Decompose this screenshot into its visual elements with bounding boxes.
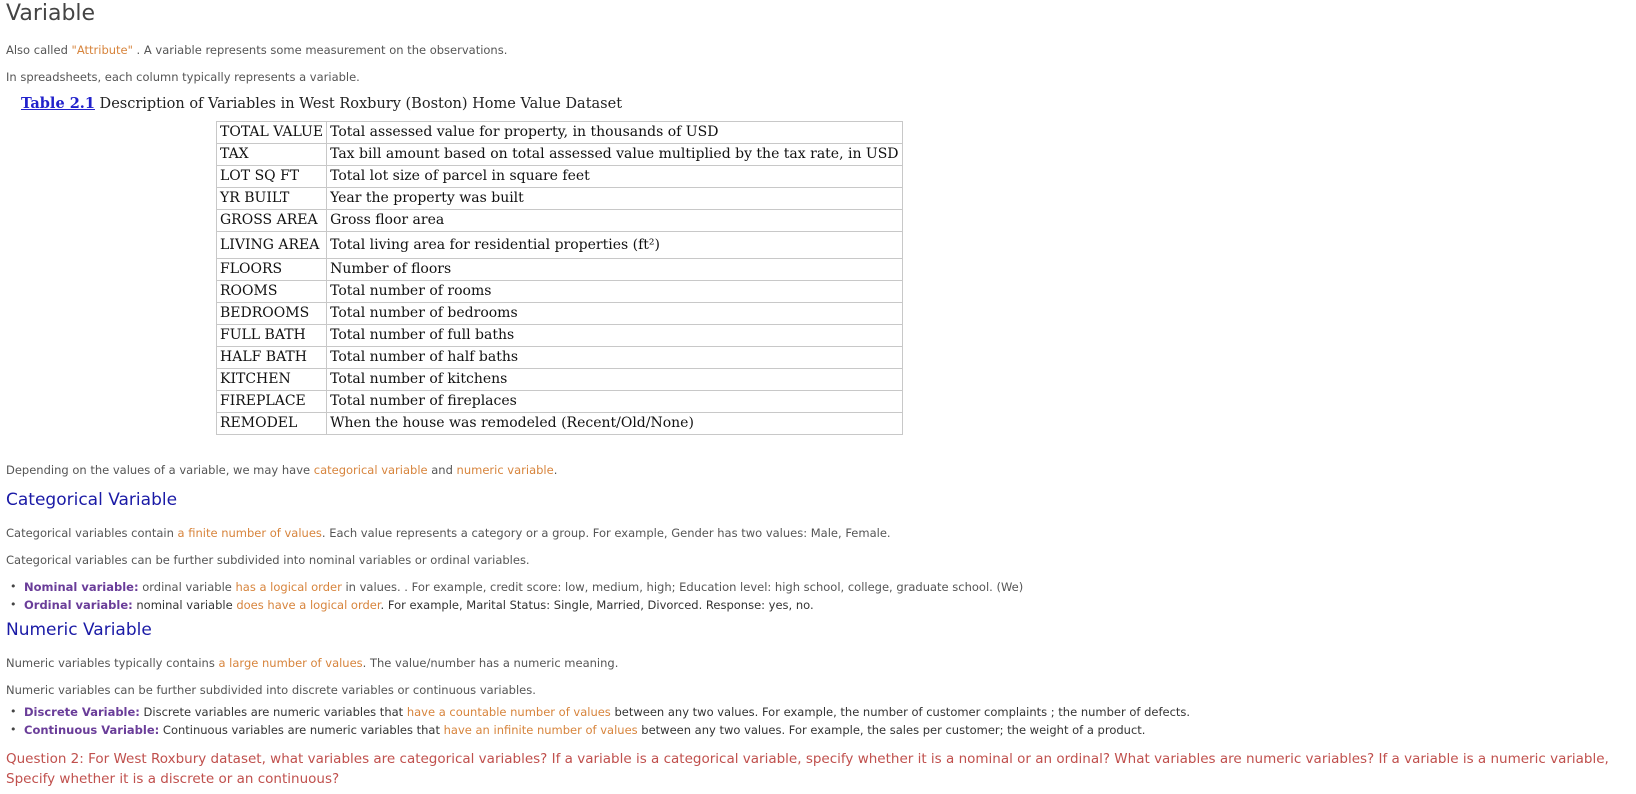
table-row (217, 232, 903, 259)
bullet-text: ordinal variable (138, 580, 236, 594)
variable-name: BEDROOMS (217, 303, 327, 325)
variable-description: Total number of kitchens (327, 369, 902, 391)
variable-name: HALF BATH (217, 347, 327, 369)
intro-text: Also called (6, 43, 72, 57)
list-item (6, 703, 1190, 721)
variable-name: TAX (217, 144, 327, 166)
bullet-icon: • (10, 723, 17, 736)
numeric-link-text: numeric variable (456, 463, 554, 477)
variable-description: Total assessed value for property, in thousands of USD (327, 122, 902, 144)
numeric-text: Numeric variables typically contains (6, 656, 219, 670)
table-row (217, 369, 903, 391)
variable-description: Number of floors (327, 259, 902, 281)
variable-description: Tax bill amount based on total assessed value multiplied by the tax rate, in USD (327, 144, 902, 166)
bullet-text: Continuous variables are numeric variables that (159, 723, 444, 737)
categorical-paragraph-1 (6, 526, 891, 540)
intro-paragraph-1 (6, 43, 507, 57)
bullet-highlight: have a countable number of values (406, 705, 611, 719)
variable-description: When the house was remodeled (Recent/Old/None) (327, 413, 902, 435)
table-row (217, 210, 903, 232)
table-row (217, 281, 903, 303)
variable-name: YR BUILT (217, 188, 327, 210)
intro-text-rest: . A variable represents some measurement on the observations. (132, 43, 508, 57)
variable-name: ROOMS (217, 281, 327, 303)
variable-description: Total living area for residential properties (ft²) (327, 232, 902, 259)
finite-values-highlight: a finite number of values (177, 526, 322, 540)
numeric-text-rest: . The value/number has a numeric meaning. (362, 656, 619, 670)
variable-name: TOTAL VALUE (217, 122, 327, 144)
list-item (6, 596, 1023, 614)
bullet-text: Discrete variables are numeric variables that (139, 705, 407, 719)
bullet-highlight: have an infinite number of values (443, 723, 638, 737)
intro-paragraph-2: In spreadsheets, each column typically represents a variable. (6, 70, 360, 84)
numeric-paragraph-2: Numeric variables can be further subdivided into discrete variables or continuous variables. (6, 683, 536, 697)
categorical-text-rest: . Each value represents a category or a group. For example, Gender has two values: Male, Female. (321, 526, 891, 540)
depending-paragraph (6, 463, 557, 477)
bullet-text-rest: in values. . For example, credit score: low, medium, high; Education level: high school, college, graduate school. (We) (341, 580, 1024, 594)
bullet-icon: • (10, 580, 17, 593)
table-link[interactable]: Table 2.1 (21, 95, 95, 112)
table-row (217, 188, 903, 210)
variable-name: REMODEL (217, 413, 327, 435)
bullet-highlight: has a logical order (235, 580, 342, 594)
variables-table (216, 121, 903, 435)
table-row (217, 347, 903, 369)
variable-name: FLOORS (217, 259, 327, 281)
bullet-text-rest: . For example, Marital Status: Single, Married, Divorced. Response: yes, no. (380, 598, 814, 612)
table-caption (21, 95, 622, 112)
variable-name: LIVING AREA (217, 232, 327, 259)
list-item (6, 578, 1023, 596)
bullet-text-rest: between any two values. For example, the sales per customer; the weight of a product. (637, 723, 1146, 737)
variable-name: FULL BATH (217, 325, 327, 347)
categorical-heading: Categorical Variable (6, 490, 178, 510)
variable-description: Total number of half baths (327, 347, 902, 369)
categorical-link-text: categorical variable (313, 463, 428, 477)
bullet-label: Nominal variable: (24, 580, 139, 594)
categorical-bullet-list (6, 578, 1023, 614)
numeric-paragraph-1 (6, 656, 618, 670)
bullet-label: Discrete Variable: (24, 705, 140, 719)
categorical-paragraph-2: Categorical variables can be further subdivided into nominal variables or ordinal variables. (6, 553, 530, 567)
bullet-label: Continuous Variable: (24, 723, 160, 737)
variable-name: LOT SQ FT (217, 166, 327, 188)
variable-name: KITCHEN (217, 369, 327, 391)
list-item (6, 721, 1190, 739)
variable-description: Total number of fireplaces (327, 391, 902, 413)
depending-text: Depending on the values of a variable, we may have (6, 463, 314, 477)
bullet-text: nominal variable (132, 598, 237, 612)
bullet-highlight: does have a logical order (236, 598, 381, 612)
depending-text-end: . (553, 463, 558, 477)
question-2: Question 2: For West Roxbury dataset, what variables are categorical variables? If a variable is a categorical variable, specify whether it is a nominal or an ordinal? What variables are numeric variables? If a variable is a numeric variable, Specify whether it is a discrete or an continuous? (6, 751, 1609, 787)
variable-name: GROSS AREA (217, 210, 327, 232)
table-row (217, 391, 903, 413)
bullet-icon: • (10, 705, 17, 718)
variable-description: Total number of full baths (327, 325, 902, 347)
variable-description: Total lot size of parcel in square feet (327, 166, 902, 188)
numeric-heading: Numeric Variable (6, 620, 152, 640)
bullet-icon: • (10, 598, 17, 611)
variable-description: Total number of bedrooms (327, 303, 902, 325)
table-row (217, 122, 903, 144)
page-title: Variable (6, 1, 96, 26)
attribute-highlight: "Attribute" (71, 43, 133, 57)
variable-description: Gross floor area (327, 210, 902, 232)
table-row (217, 144, 903, 166)
table-caption-text: Description of Variables in West Roxbury (Boston) Home Value Dataset (94, 96, 623, 112)
bullet-label: Ordinal variable: (24, 598, 133, 612)
table-row (217, 166, 903, 188)
large-values-highlight: a large number of values (218, 656, 363, 670)
variable-description: Year the property was built (327, 188, 902, 210)
bullet-text-rest: between any two values. For example, the number of customer complaints ; the number of defects. (610, 705, 1191, 719)
table-row (217, 325, 903, 347)
variable-description: Total number of rooms (327, 281, 902, 303)
categorical-text: Categorical variables contain (6, 526, 178, 540)
table-row (217, 413, 903, 435)
table-row (217, 303, 903, 325)
table-row (217, 259, 903, 281)
numeric-bullet-list (6, 703, 1190, 739)
variable-name: FIREPLACE (217, 391, 327, 413)
depending-text-mid: and (427, 463, 457, 477)
